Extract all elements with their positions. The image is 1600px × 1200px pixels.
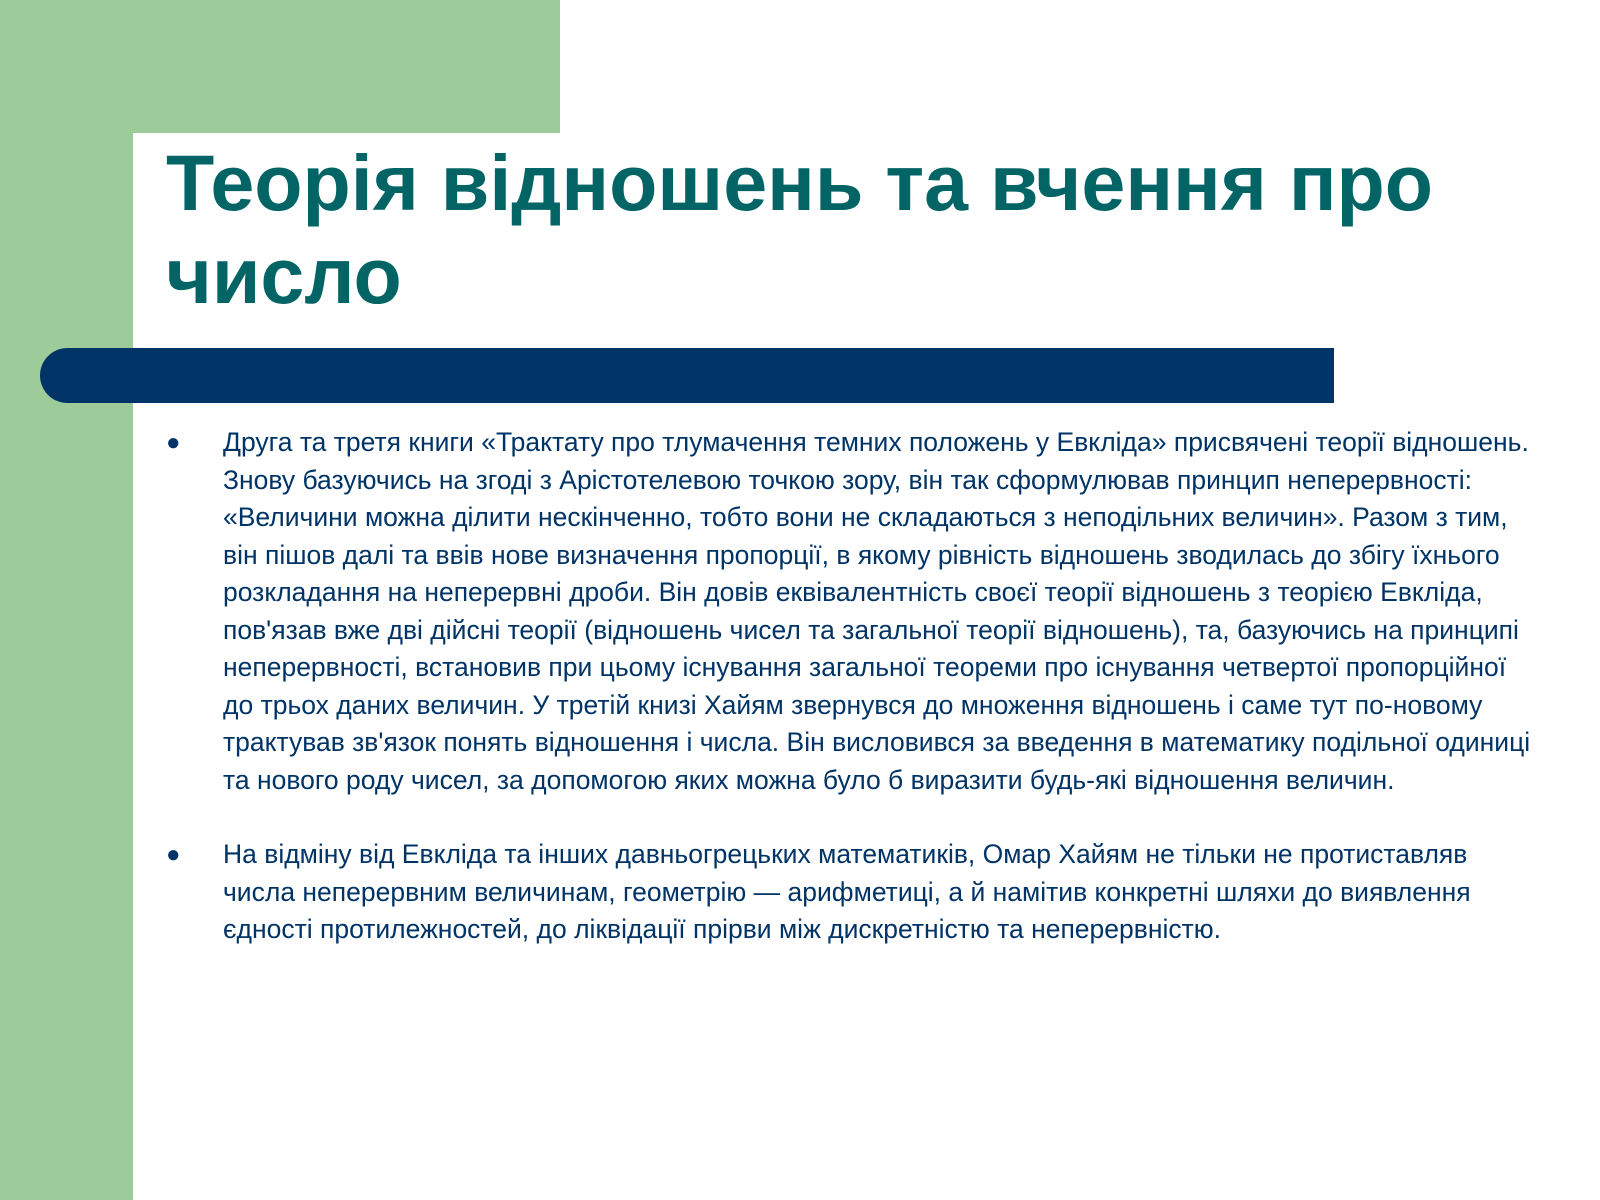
bullet-dot-icon: ● <box>166 841 181 868</box>
top-green-block <box>0 0 560 133</box>
bullet-text: На відміну від Евкліда та інших давньогрецьких математиків, Омар Хайям не тільки не протиставляв числа неперервним величинам, геометрію — арифметиці, а й намітив конкретні шляхи до виявлення єдності протилежностей, до ліквідації прірви між дискретністю та неперервністю. <box>223 839 1471 944</box>
slide-title: Теорія відношень та вчення про число <box>166 138 1434 320</box>
bullet-list <box>166 424 1566 986</box>
bullet-dot-icon: ● <box>166 429 181 456</box>
title-divider-bar <box>40 348 1334 403</box>
list-item <box>166 424 1566 799</box>
list-item <box>166 836 1566 949</box>
bullet-text: Друга та третя книги «Трактату про тлумачення темних положень у Евкліда» присвячені теорії відношень. Знову базуючись на згоді з Арістотелевою точкою зору, він так сформулював принцип неперервності: «Величини можна ділити нескінченно, тобто вони не складаються з неподільних величин». Разом з тим, він пішов далі та ввів нове визначення пропорції, в якому рівність відношень зводилась до збігу їхнього розкладання на неперервні дроби. Він довів еквівалентність своєї теорії відношень з теорією Евкліда, пов'язав вже дві дійсні теорії (відношень чисел та загальної теорії відношень), та, базуючись на принципі неперервності, встановив при цьому існування загальної теореми про існування четвертої пропорційної до трьох даних величин. У третій книзі Хайям звернувся до множення відношень і саме тут по-новому трактував зв'язок понять відношення і числа. Він висловився за введення в математику подільної одиниці та нового роду чисел, за допомогою яких можна було б виразити будь-які відношення величин. <box>223 427 1531 795</box>
left-green-band <box>0 0 133 1200</box>
